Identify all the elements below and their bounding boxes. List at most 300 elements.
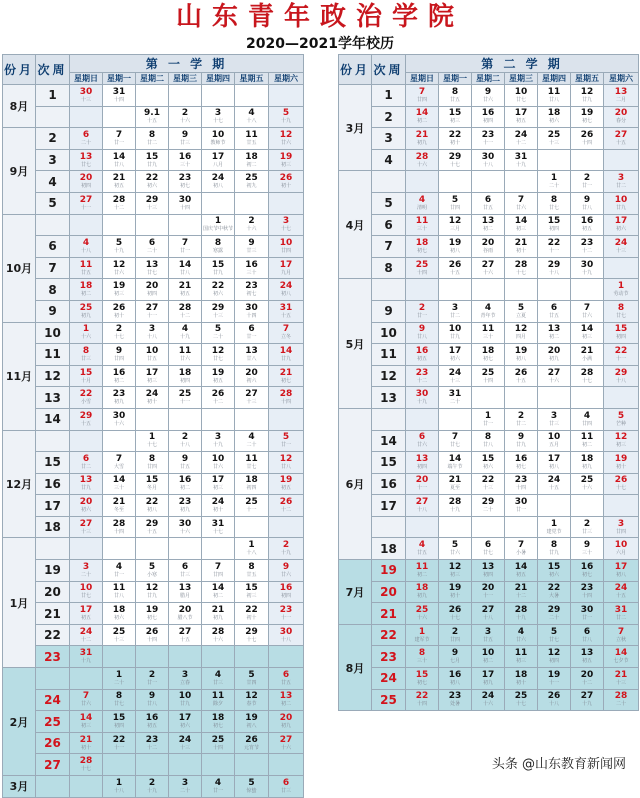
day-cell [571,322,604,344]
day-number: 16 [481,108,495,119]
day-cell [571,689,604,711]
day-cell [439,387,472,409]
day-number: 9 [181,453,189,464]
day-number: 10 [448,324,462,335]
lunar-date: 初十 [212,507,223,514]
day-number: 26 [279,173,293,184]
day-number: 10 [211,129,225,140]
day-number: 30 [580,259,594,270]
day-number: 18 [580,453,594,464]
day-number: 14 [614,648,628,659]
day-number: 27 [481,259,495,270]
lunar-date: 廿八 [113,593,124,600]
semester-2-panel [338,54,639,711]
lunar-date: 廿六 [416,442,427,449]
lunar-date: 劳动节 [613,291,629,298]
day-number: 25 [580,475,594,486]
day-number: 7 [115,453,123,464]
lunar-date: 十七 [449,615,460,622]
day-cell [472,560,505,582]
day-number: 29 [547,605,561,616]
day-number: 17 [211,475,225,486]
day-number: 25 [245,497,258,508]
day-cell [202,128,235,150]
day-number: 21 [514,583,528,594]
day-number: 12 [279,453,293,464]
month-header: 份月 [3,55,36,85]
day-number: 1 [617,281,625,292]
week-number [36,776,70,798]
week-row [339,322,639,344]
day-cell [406,668,439,690]
day-number: 5 [282,432,290,443]
lunar-date: 廿五 [80,269,91,276]
day-cell [604,214,639,236]
day-number: 6 [282,777,290,788]
day-number: 4 [214,669,222,680]
day-cell [439,430,472,452]
day-number: 4 [82,237,90,248]
day-number: 24 [211,173,225,184]
week-number: 26 [36,732,70,754]
week-row [3,603,304,625]
day-number: 14 [112,151,126,162]
lunar-date: 小暑 [515,550,526,557]
day-cell [202,776,235,798]
lunar-date: 初三 [449,118,460,125]
lunar-date: 芒种 [616,420,627,427]
week-number: 5 [372,192,406,214]
lunar-date: 初六 [179,723,190,730]
day-number: 3 [181,777,189,788]
lunar-date: 廿七 [80,593,91,600]
day-cell [571,85,604,107]
day-cell [406,128,439,150]
week-number: 1 [36,85,70,107]
day-number: 12 [514,324,528,335]
day-cell [538,560,571,582]
lunar-date: 端午节 [447,463,463,470]
day-cell [269,149,304,171]
lunar-date: 十三 [212,312,223,319]
day-number: 25 [415,259,429,270]
lunar-date: 二十 [246,442,257,449]
day-cell [169,128,202,150]
day-number: 15 [211,259,225,270]
day-number: 3 [214,432,222,443]
month-header: 份月 [339,55,372,85]
day-cell [505,236,538,258]
day-number: 8 [148,453,156,464]
lunar-date: 初四 [548,658,559,665]
week-number: 14 [36,408,70,430]
day-cell [406,452,439,474]
day-cell [103,495,136,517]
day-cell [472,192,505,214]
lunar-date: 十一 [179,399,190,406]
lunar-date: 二十 [113,679,124,686]
week-number: 18 [372,538,406,560]
day-number: 21 [415,129,429,140]
day-cell [472,603,505,625]
day-cell [269,214,304,236]
day-cell [70,149,103,171]
day-number: 24 [448,367,462,378]
day-number: 31 [514,151,528,162]
lunar-date: 廿九 [146,161,157,168]
day-cell [472,236,505,258]
day-cell [202,408,235,430]
lunar-date: 十九 [80,658,91,665]
day-header: 星期四 [202,73,235,85]
day-number: 4 [418,194,426,205]
day-number: 21 [614,669,628,680]
day-cell [70,344,103,366]
day-number: 11 [245,129,258,140]
day-cell [70,279,103,301]
lunar-date: 廿一 [179,247,190,254]
day-cell [472,408,505,430]
lunar-date: 初九 [548,355,559,362]
day-number: 22 [112,734,126,745]
day-cell [169,603,202,625]
day-cell [136,300,169,322]
day-number: 7 [282,324,290,335]
lunar-date: 惊蛰 [246,787,257,794]
day-cell [235,560,269,582]
day-cell [70,624,103,646]
lunar-date: 十八 [548,701,559,708]
source-watermark: 头条 @山东教育新闻网 [486,751,632,774]
day-cell [136,754,169,776]
day-cell [472,495,505,517]
day-cell [571,603,604,625]
day-number: 8 [617,302,625,313]
day-cell [269,128,304,150]
day-cell [472,344,505,366]
day-cell [406,279,439,301]
lunar-date: 十二 [515,593,526,600]
lunar-date: 十一 [548,247,559,254]
day-cell [571,452,604,474]
day-cell [269,106,304,128]
week-number: 16 [372,473,406,495]
day-number: 13 [79,475,93,486]
day-cell [505,106,538,128]
week-row [339,408,639,430]
day-number: 30 [79,86,93,97]
lunar-date: 十九 [146,787,157,794]
day-cell [235,106,269,128]
day-number: 8 [451,86,459,97]
week-row [339,668,639,690]
week-row [339,689,639,711]
lunar-date: 初六 [212,291,223,298]
day-cell [538,279,571,301]
day-number: 20 [614,108,628,119]
day-cell [604,387,639,409]
lunar-date: 初十 [515,247,526,254]
month-label: 8月 [339,624,372,710]
day-cell [103,581,136,603]
lunar-date: 十四 [113,528,124,535]
day-cell [269,365,304,387]
lunar-date: 初七 [281,377,292,384]
day-header: 星期一 [439,73,472,85]
day-cell [505,646,538,668]
day-cell [505,344,538,366]
lunar-date: 廿三 [281,787,292,794]
day-number: 23 [145,734,159,745]
day-cell [269,322,304,344]
month-label: 3月 [339,85,372,171]
day-number: 16 [279,583,293,594]
day-cell [103,344,136,366]
day-cell [269,387,304,409]
lunar-date: 初五 [581,226,592,233]
lunar-date: 初六 [449,355,460,362]
day-number: 19 [614,453,628,464]
day-cell [604,689,639,711]
lunar-date: 廿二 [80,463,91,470]
day-cell [571,538,604,560]
lunar-date: 十四 [179,204,190,211]
lunar-date: 十六 [179,118,190,125]
day-cell [103,257,136,279]
lunar-date: 十五 [449,269,460,276]
day-cell [505,192,538,214]
day-number: 30 [415,389,429,400]
day-number: 6 [82,453,90,464]
lunar-date: 初七 [581,118,592,125]
lunar-date: 教师节 [210,139,226,146]
day-cell [202,452,235,474]
week-number: 15 [372,452,406,474]
lunar-date: 廿七 [548,636,559,643]
day-number: 2 [181,432,189,443]
week-number: 12 [372,365,406,387]
day-number: 5 [517,302,525,313]
week-row [3,581,304,603]
lunar-date: 十一 [281,615,292,622]
lunar-date: 初三 [146,377,157,384]
lunar-date: 十七 [212,528,223,535]
lunar-date: 廿四 [113,355,124,362]
day-cell [169,668,202,690]
day-number: 1 [82,324,90,335]
lunar-date: 初四 [548,226,559,233]
day-cell [406,516,439,538]
day-number: 22 [415,691,429,702]
lunar-date: 建党节 [546,528,562,535]
day-cell [136,581,169,603]
day-cell [439,365,472,387]
lunar-date: 初四 [616,334,627,341]
week-row [3,624,304,646]
lunar-date: 元宵节 [243,744,259,751]
day-cell [269,732,304,754]
day-cell [103,776,136,798]
day-cell [571,560,604,582]
day-cell [103,85,136,107]
week-row [339,365,639,387]
day-number: 15 [79,367,93,378]
day-cell [505,149,538,171]
week-row [339,128,639,150]
day-cell [235,624,269,646]
day-cell [406,495,439,517]
day-header: 星期五 [571,73,604,85]
day-number: 10 [79,583,93,594]
day-cell [571,473,604,495]
week-number: 13 [36,387,70,409]
day-cell [235,754,269,776]
day-cell [538,192,571,214]
day-cell [505,689,538,711]
day-header: 星期日 [406,73,439,85]
day-cell [136,689,169,711]
day-cell [571,495,604,517]
day-cell [406,689,439,711]
day-number: 5 [248,777,255,788]
day-number: 26 [211,389,225,400]
week-row [3,408,304,430]
calendar-subtitle: 2020—2021学年校历 [246,36,394,52]
week-number: 9 [372,300,406,322]
day-number: 14 [112,475,126,486]
day-cell [571,149,604,171]
day-cell [103,322,136,344]
day-number: 16 [112,367,126,378]
day-number: 17 [514,108,528,119]
day-cell [269,300,304,322]
day-number: 11 [481,324,495,335]
lunar-date: 二十 [548,615,559,622]
day-cell [70,85,103,107]
day-number: 17 [448,345,462,356]
lunar-date: 廿四 [246,679,257,686]
lunar-date: 九月 [281,269,292,276]
day-cell [439,192,472,214]
day-number: 25 [79,302,93,313]
week-number: 2 [372,106,406,128]
lunar-date: 冬至 [113,507,124,514]
day-number: 15 [245,583,258,594]
lunar-date: 十四 [416,701,427,708]
lunar-date: 廿二 [146,139,157,146]
lunar-date: 三十 [179,161,190,168]
day-number: 13 [614,86,628,97]
week-row [3,85,304,107]
day-number: 5 [115,237,123,248]
day-cell [538,516,571,538]
lunar-date: 十八 [179,442,190,449]
day-cell [136,646,169,668]
day-cell [505,279,538,301]
week-row [339,85,639,107]
day-number: 5 [148,561,156,572]
lunar-date: 处暑 [449,701,460,708]
day-cell [538,214,571,236]
lunar-date: 廿九 [80,485,91,492]
day-cell [604,624,639,646]
lunar-date: 廿八 [548,96,559,103]
week-row [3,430,304,452]
day-cell [439,300,472,322]
day-cell [472,668,505,690]
lunar-date: 廿八 [146,701,157,708]
lunar-date: 初七 [179,183,190,190]
day-cell [439,646,472,668]
day-cell [235,668,269,690]
day-number: 28 [178,302,192,313]
day-cell [235,711,269,733]
day-cell [103,473,136,495]
lunar-date: 二月 [616,96,627,103]
day-cell [235,149,269,171]
day-number: 1 [115,777,123,788]
lunar-date: 十二 [581,247,592,254]
day-cell [136,408,169,430]
day-number: 2 [148,777,156,788]
day-cell [136,236,169,258]
day-number: 21 [79,734,93,745]
day-cell [269,646,304,668]
lunar-date: 三十 [482,334,493,341]
day-cell [269,668,304,690]
day-cell [136,711,169,733]
day-cell [202,322,235,344]
day-cell [505,581,538,603]
day-number: 7 [583,302,591,313]
day-number: 11 [178,345,192,356]
lunar-date: 十七 [212,118,223,125]
day-cell [169,560,202,582]
day-number: 19 [580,108,594,119]
day-number: 1 [550,173,558,184]
day-number: 4 [181,324,189,335]
day-number: 29 [79,410,93,421]
week-number: 4 [36,171,70,193]
lunar-date: 春节 [246,701,257,708]
day-number: 2 [517,410,525,421]
day-number: 5 [214,324,222,335]
day-cell [439,603,472,625]
day-number: 18 [415,583,429,594]
lunar-date: 廿五 [146,355,157,362]
week-number: 25 [372,689,406,711]
day-number: 5 [282,108,290,119]
day-cell [269,85,304,107]
day-number: 3 [617,518,625,529]
day-cell [169,387,202,409]
day-number: 27 [614,129,628,140]
day-cell [235,538,269,560]
day-cell [472,279,505,301]
day-number: 25 [245,173,258,184]
lunar-date: 十五 [146,118,157,125]
day-number: 28 [514,259,528,270]
day-cell [604,192,639,214]
lunar-date: 三十 [416,658,427,665]
lunar-date: 初九 [482,679,493,686]
week-number: 19 [372,560,406,582]
day-number: 29 [448,151,462,162]
day-cell [571,257,604,279]
lunar-date: 廿八 [482,442,493,449]
week-row [339,516,639,538]
lunar-date: 二十 [212,334,223,341]
